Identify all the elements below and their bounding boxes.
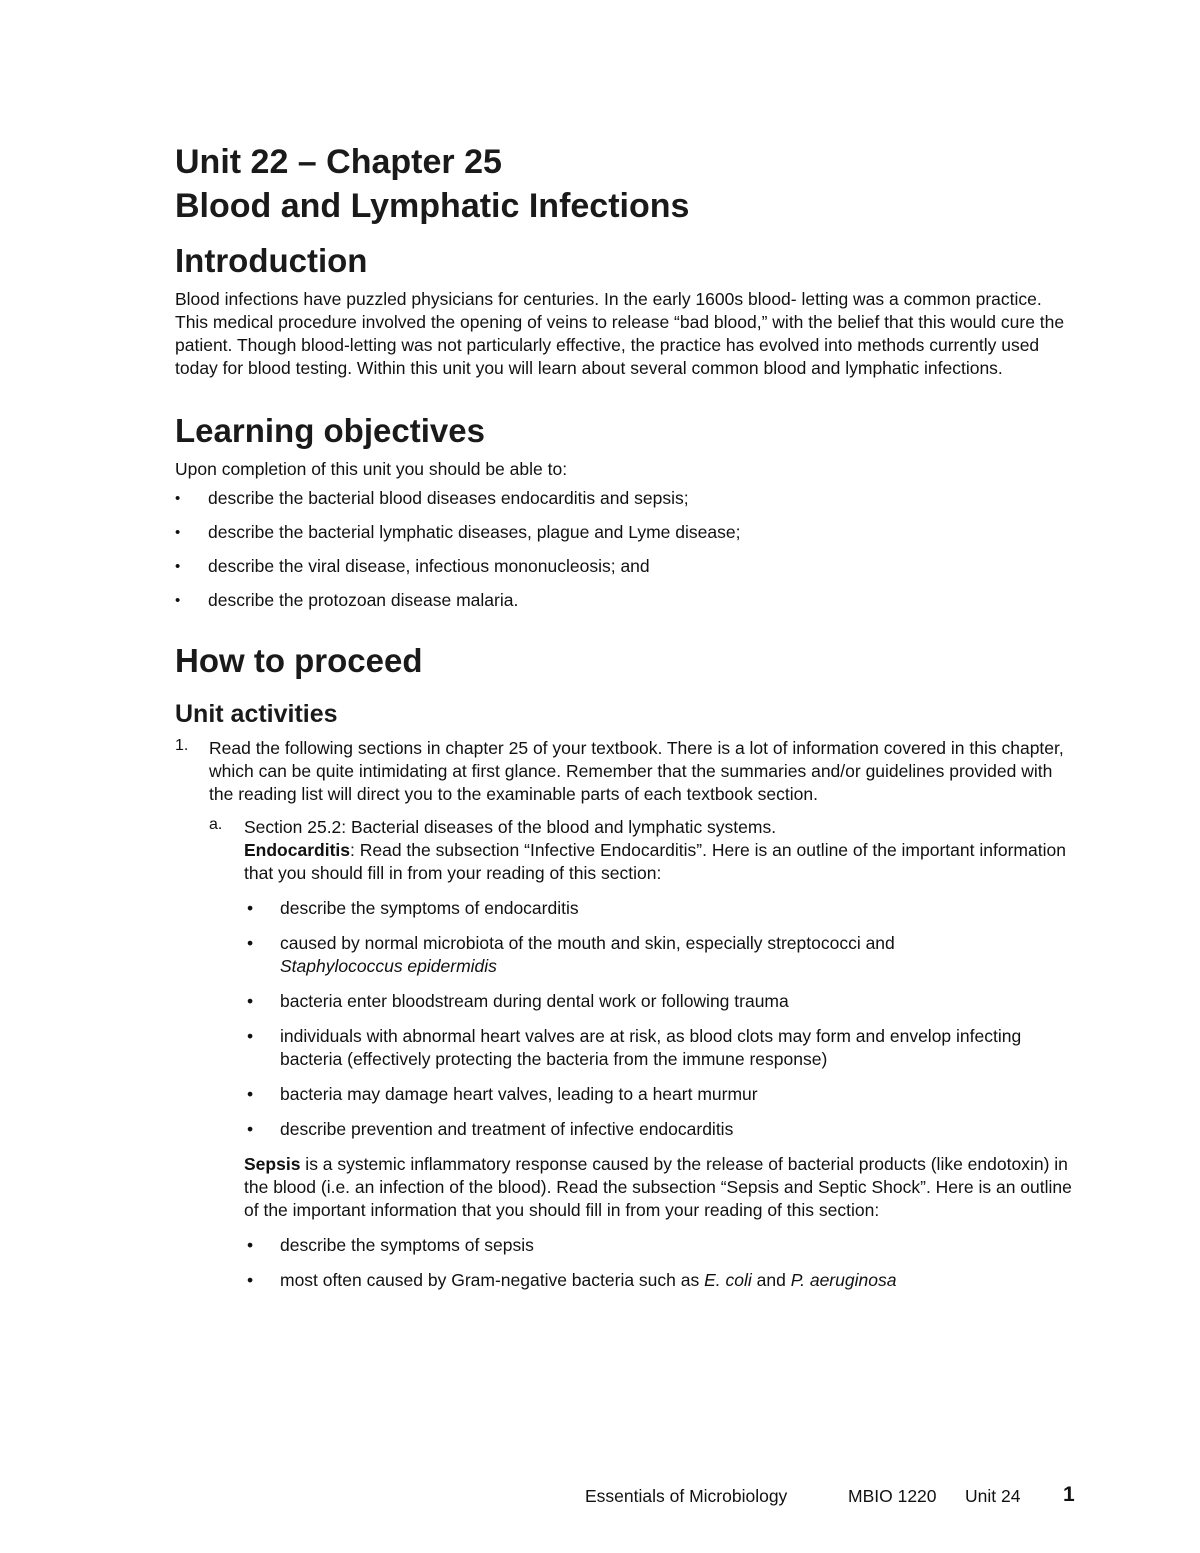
bullet-icon: • bbox=[247, 1270, 254, 1290]
how-to-proceed-heading: How to proceed bbox=[175, 642, 423, 679]
bullet-icon: • bbox=[247, 933, 254, 953]
list-item bbox=[244, 990, 1075, 1013]
sub-activity-letter: a. bbox=[209, 816, 223, 833]
bullet-icon: • bbox=[175, 490, 181, 507]
sub-activity-a bbox=[209, 816, 1075, 1292]
list-item bbox=[244, 1269, 1075, 1292]
objectives-list bbox=[175, 487, 1075, 612]
list-item-text: bacteria may damage heart valves, leading to a heart murmur bbox=[280, 1084, 758, 1104]
list-item-text: describe the symptoms of endocarditis bbox=[280, 898, 579, 918]
species-name: P. aeruginosa bbox=[790, 1270, 897, 1290]
objective-item bbox=[175, 521, 1075, 544]
species-name: Staphylococcus epidermidis bbox=[280, 956, 497, 976]
introduction-heading: Introduction bbox=[175, 242, 368, 279]
sepsis-paragraph bbox=[244, 1153, 1075, 1222]
page-title bbox=[175, 140, 1075, 228]
objective-item bbox=[175, 555, 1075, 578]
list-item-text: most often caused by Gram-negative bacteria such as bbox=[280, 1270, 705, 1290]
sepsis-list bbox=[244, 1234, 1075, 1292]
activity-item bbox=[175, 737, 1075, 1292]
bullet-icon: • bbox=[175, 558, 181, 575]
footer-unit: Unit 24 bbox=[965, 1486, 1021, 1506]
objective-text: describe the bacterial lymphatic diseases, plague and Lyme disease; bbox=[208, 522, 741, 542]
list-item-text: and bbox=[751, 1270, 791, 1290]
list-item-text: caused by normal microbiota of the mouth and skin, especially streptococci and bbox=[280, 933, 895, 953]
activity-text: Read the following sections in chapter 25 of your textbook. There is a lot of information covered in this chapter, which can be quite intimidating at first glance. Remember that the summaries and/or guidelines provided with the reading list will direct you to the examinable parts of each textbook section. bbox=[209, 738, 1064, 804]
activity-number: 1. bbox=[175, 737, 189, 754]
objective-item bbox=[175, 589, 1075, 612]
bullet-icon: • bbox=[175, 592, 181, 609]
bullet-icon: • bbox=[247, 991, 254, 1011]
objective-item bbox=[175, 487, 1075, 510]
list-item-text: bacteria enter bloodstream during dental work or following trauma bbox=[280, 991, 789, 1011]
bullet-icon: • bbox=[247, 1235, 254, 1255]
footer-course-name: Essentials of Microbiology bbox=[585, 1486, 788, 1506]
sepsis-text: is a systemic inflammatory response caused by the release of bacterial products (like endotoxin) in the blood (i.e. an infection of the blood). Read the subsection “Sepsis and Septic Shock”. Here is an outline of the important information that you should fill in from your reading of this section: bbox=[244, 1154, 1072, 1220]
page-number: 1 bbox=[1063, 1483, 1075, 1506]
endocarditis-list bbox=[244, 897, 1075, 1141]
list-item-text: describe the symptoms of sepsis bbox=[280, 1235, 534, 1255]
endocarditis-text: : Read the subsection “Infective Endocarditis”. Here is an outline of the important information that you should fill in from your reading of this section: bbox=[244, 840, 1066, 883]
bullet-icon: • bbox=[175, 524, 181, 541]
learning-objectives-heading: Learning objectives bbox=[175, 412, 485, 449]
bullet-icon: • bbox=[247, 898, 254, 918]
list-item bbox=[244, 932, 1075, 978]
title-line-1: Unit 22 – Chapter 25 bbox=[175, 143, 502, 181]
list-item bbox=[244, 1234, 1075, 1257]
endocarditis-term: Endocarditis bbox=[244, 840, 350, 860]
list-item-text: describe prevention and treatment of infective endocarditis bbox=[280, 1119, 734, 1139]
species-name: E. coli bbox=[704, 1270, 752, 1290]
list-item bbox=[244, 1083, 1075, 1106]
bullet-icon: • bbox=[247, 1026, 254, 1046]
endocarditis-paragraph bbox=[244, 839, 1075, 885]
objective-text: describe the protozoan disease malaria. bbox=[208, 590, 519, 610]
objectives-lead: Upon completion of this unit you should be able to: bbox=[175, 459, 568, 479]
section-line: Section 25.2: Bacterial diseases of the blood and lymphatic systems. bbox=[244, 817, 777, 837]
objective-text: describe the viral disease, infectious mononucleosis; and bbox=[208, 556, 650, 576]
sepsis-term: Sepsis bbox=[244, 1154, 301, 1174]
bullet-icon: • bbox=[247, 1119, 254, 1139]
footer-course-code: MBIO 1220 bbox=[848, 1486, 937, 1506]
objective-text: describe the bacterial blood diseases endocarditis and sepsis; bbox=[208, 488, 689, 508]
list-item-text: individuals with abnormal heart valves are at risk, as blood clots may form and envelop infecting bacteria (effectively protecting the bacteria from the immune response) bbox=[280, 1026, 1022, 1069]
bullet-icon: • bbox=[247, 1084, 254, 1104]
title-line-2: Blood and Lymphatic Infections bbox=[175, 187, 690, 225]
list-item bbox=[244, 1025, 1075, 1071]
introduction-paragraph: Blood infections have puzzled physicians for centuries. In the early 1600s blood- letting was a common practice. This medical procedure involved the opening of veins to release “bad blood,” with the belief that this would cure the patient. Though blood-letting was not particularly effective, the practice has evolved into methods currently used today for blood testing. Within this unit you will learn about several common blood and lymphatic infections. bbox=[175, 289, 1065, 378]
unit-activities-heading: Unit activities bbox=[175, 700, 338, 728]
document-page bbox=[175, 140, 1075, 1304]
list-item bbox=[244, 1118, 1075, 1141]
list-item bbox=[244, 897, 1075, 920]
